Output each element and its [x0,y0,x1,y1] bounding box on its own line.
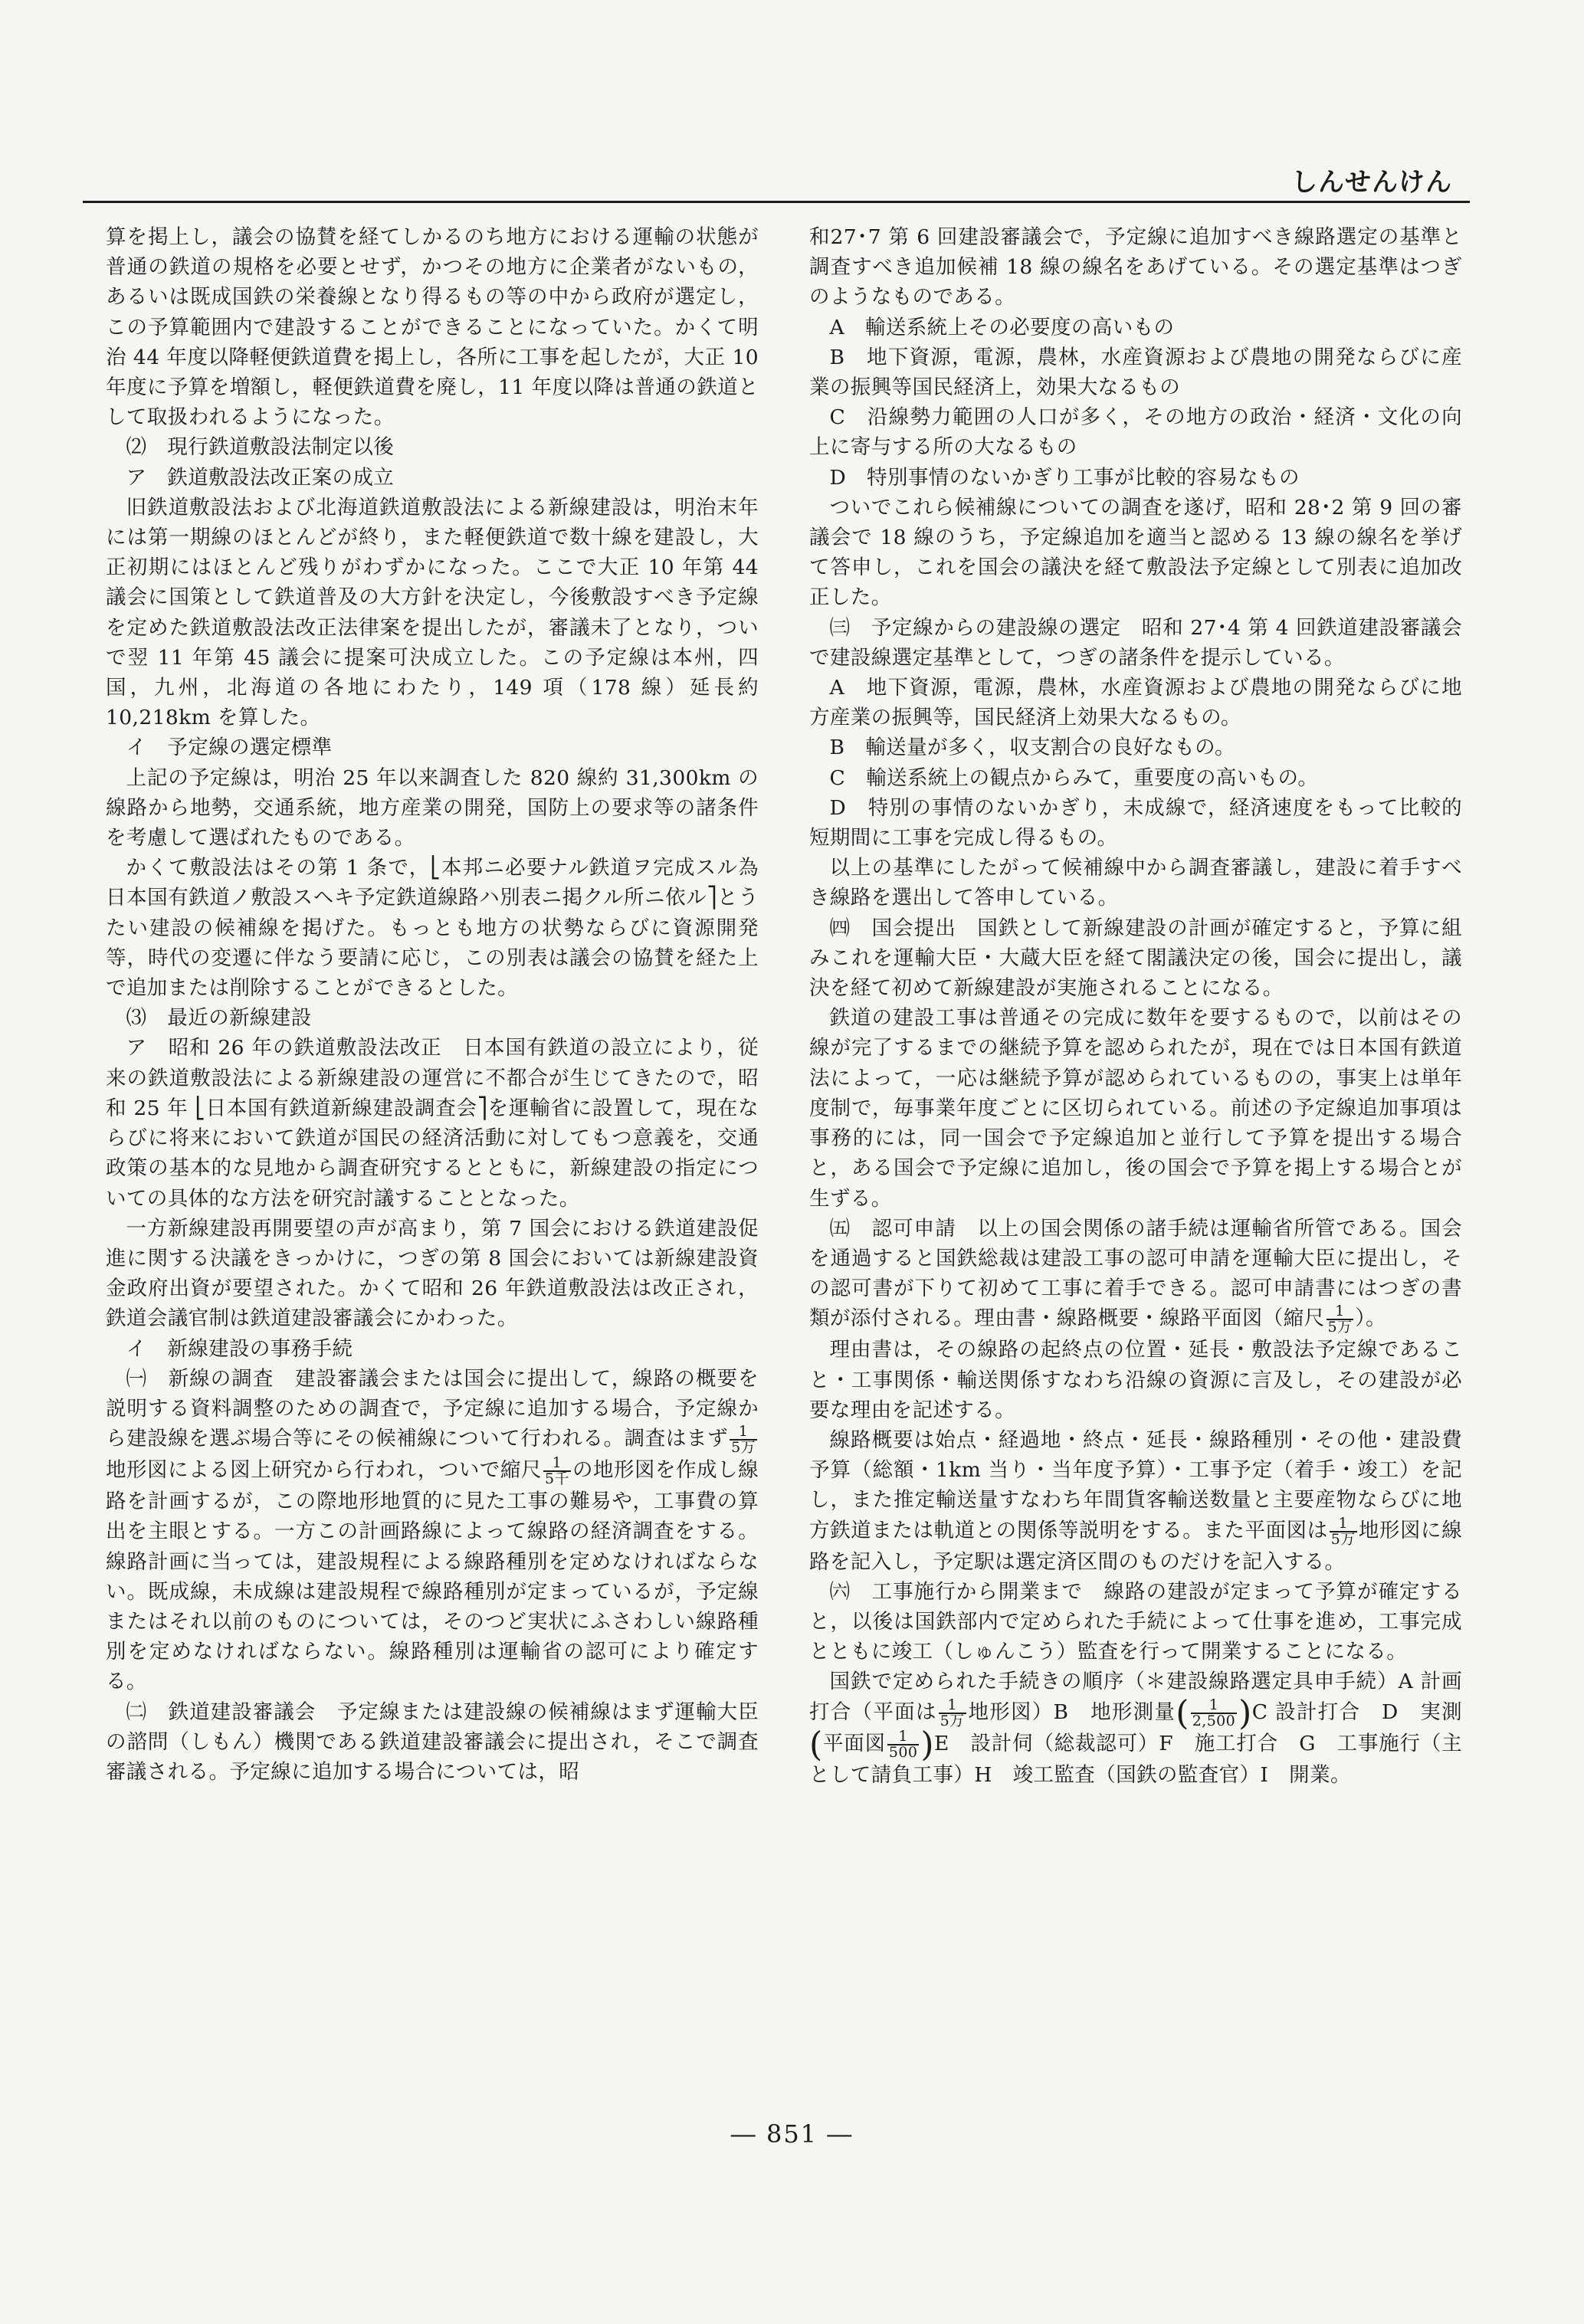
frac-num: 1 [730,1424,757,1441]
fraction-1-500 [887,1729,919,1760]
paragraph: ㈥ 工事施行から開業まで 線路の建設が定まって予算が確定すると，以後は国鉄部内で定められた手続によって仕事を進め，工事完成とともに竣工（しゅんこう）監査を行って開業することになる。 [809,1579,1462,1664]
frac-num: 1 [887,1729,919,1745]
fraction-1-2500 [1191,1698,1237,1729]
frac-num: 1 [1191,1698,1237,1714]
header-rule [83,201,1470,203]
paragraph: 旧鉄道敷設法および北海道鉄道敷設法による新線建設は，明治末年には第一期線のほとんどが終り，また軽便鉄道で数十線を建設し，大正初期にはほとんど残りがわずかになった。ここで大正 10 年第 44 議会に国策として鉄道普及の大方針を決定し，今後敷設すべき予定線を定めた鉄道敷設法改正法律案を提出したが，審議未了となり，ついで翌 11 年第 45 議会に提案可決成立した。この予定線は本州，四国，九州，北海道の各地にわたり，149 項（178 線）延長約 10,218km を算した。 [106,495,759,730]
page-number-value: 851 [766,2119,818,2149]
frac-num: 1 [543,1456,571,1472]
text: 線路概要は始点・経過地・終点・延長・線路種別・その他・建設費予算（総額・1km 当り・当年度予算）・工事予定（着手・竣工）を記し，また推定輸送量すなわち年間貨客輸送数量と主要産物ならびに地方鉄道または軌道との関係等説明をする。また平面図は [809,1428,1462,1542]
fraction-1-50000 [939,1698,966,1729]
paren-open: ( [809,1724,823,1764]
paragraph-outline [809,1425,1462,1577]
fraction-1-50000 [1330,1516,1357,1547]
frac-den: 5万 [1327,1319,1353,1336]
paragraph: ㈢ 予定線からの建設線の選定 昭和 27･4 第 4 回鉄道建設審議会で建設線選定基準として，つぎの諸条件を提示している。 [809,615,1462,670]
paragraph: 理由書は，その線路の起終点の位置・延長・敷設法予定線であること・工事関係・輸送関係すなわち沿線の資源に言及し，その建設が必要な理由を記述する。 [809,1338,1462,1422]
list-item: C 沿線勢力範囲の人口が多く，その地方の政治・経済・文化の向上に寄与する所の大なるもの [809,405,1462,460]
text: の地形図を作成し線路を計画するが，この際地形地質的に見た工事の難易や，工事費の算出を主眼とする。一方この計画路線によって線路の経済調査をする。線路計画に当っては，建設規程による線路種別を定めなければならない。既成線，未成線は建設規程で線路種別が定まっているが，予定線またはそれ以前のものについては，そのつど実状にふさわしい線路種別を定めなければならない。線路種別は運輸省の認可により確定する。 [106,1458,759,1694]
fraction-1-5000 [543,1456,571,1487]
text: C 設計打合 D 実測 [1251,1700,1462,1724]
paragraph: 上記の予定線は，明治 25 年以来調査した 820 線約 31,300km の線路から地勢，交通系統，地方産業の開発，国防上の要求等の諸条件を考慮して選ばれたものである。 [106,765,759,851]
frac-num: 1 [1330,1516,1357,1532]
paragraph-procedure [809,1667,1462,1789]
list-item: D 特別の事情のないかぎり，未成線で，経済速度をもって比較的短期間に工事を完成し得るもの。 [809,795,1462,851]
paragraph: かくて敷設法はその第 1 条で，⎣本邦ニ必要ナル鉄道ヲ完成スル為日本国有鉄道ノ敷設スヘキ予定鉄道線路ハ別表ニ掲クル所ニ依ル⎤とうたい建設の候補線を掲げた。もっとも地方の状勢ならびに資源開発等，時代の変遷に伴なう要請に応じ，この別表は議会の協賛を経た上で追加または削除することができるとした。 [106,856,759,1001]
paren-open: ( [1176,1693,1189,1732]
frac-num: 1 [939,1698,966,1714]
paragraph: ㈣ 国会提出 国鉄として新線建設の計画が確定すると，予算に組みこれを運輸大臣・大蔵大臣を経て閣議決定の後，国会に提出し，議決を経て初めて新線建設が実施されることになる。 [809,916,1462,1001]
paren-close: ) [1238,1693,1252,1732]
text: 平面図 [822,1731,886,1755]
paragraph: ついでこれら候補線についての調査を遂げ，昭和 28･2 第 9 回の審議会で 18 線のうち，予定線追加を適当と認める 13 線の線名を挙げて答申し，これを国会の議決を経て敷設法予定線として別表に追加改正した。 [809,495,1462,610]
subsection-heading: ア 鉄道敷設法改正案の成立 [126,465,395,490]
list-item: B 地下資源，電源，農林，水産資源および農地の開発ならびに産業の振興等国民経済上，効果大なるもの [809,345,1462,400]
frac-den: 5千 [544,1470,569,1488]
text: ㈤ 認可申請 以上の国会関係の諸手続は運輸省所管である。国会を通過すると国鉄総裁は建設工事の認可申請を運輸大臣に提出し，その認可書が下りて初めて工事に着手できる。認可申請書にはつぎの書類が添付される。理由書・線路概要・線路平面図（縮尺 [809,1216,1462,1331]
frac-den: 5万 [940,1712,965,1729]
running-header: しんせんけん [1291,167,1452,198]
paragraph: ㈡ 鉄道建設審議会 予定線または建設線の候補線はまず運輸大臣の諮問（しもん）機関である鉄道建設審議会に提出され，そこで調査審議される。予定線に追加する場合については，昭 [106,1700,759,1784]
list-item: A 地下資源，電源，農林，水産資源および農地の開発ならびに地方産業の振興等，国民経済上効果大なるもの。 [809,676,1462,730]
list-item: D 特別事情のないかぎり工事が比較的容易なもの [829,465,1300,490]
text: E 設計伺（総裁認可）F 施工打合 G 工事施行（主として請負工事）H 竣工監査（国鉄の監査官）I 開業。 [809,1731,1462,1787]
section-heading: ⑶ 最近の新線建設 [126,1006,312,1031]
list-item: A 輸送系統上その必要度の高いもの [829,315,1175,339]
text: 地形図に線路を記入し，予定駅は選定済区間のものだけを記入する。 [809,1518,1463,1574]
text: 地形図）B 地形測量 [967,1700,1176,1724]
paragraph: 以上の基準にしたがって候補線中から調査審議し，建設に着手すべき線路を選出して答申している。 [809,856,1462,910]
frac-num: 1 [1327,1304,1354,1320]
text: 地形図による図上研究から行われ，ついで縮尺 [106,1458,542,1483]
frac-den: 2,500 [1192,1712,1236,1729]
fraction-1-50000 [1327,1304,1354,1335]
frac-den: 5万 [1330,1530,1356,1548]
left-column [106,222,759,1787]
subsection-heading: イ 予定線の選定標準 [126,736,333,760]
text: 国鉄で定められた手続きの順序（＊建設線路選定具申手続）A 計画打合（平面は [809,1670,1462,1724]
list-item: B 輸送量が多く，収支割合の良好なもの。 [829,736,1235,760]
text: ㈠ 新線の調査 建設審議会または国会に提出して，線路の概要を説明する資料調整のための調査で，予定線に追加する場合，予定線から建設線を選ぶ場合等にその候補線について行われる。調査はまず [106,1366,759,1451]
text: ）。 [1355,1306,1386,1331]
paragraph: ア 昭和 26 年の鉄道敷設法改正 日本国有鉄道の設立により，従来の鉄道敷設法による新線建設の運営に不都合が生じてきたので，昭和 25 年 ⎣日本国有鉄道新線建設調査会⎤を運輸省に設置して，現在ならびに将来において鉄道が国民の経済活動に対してもつ意義を，交通政策の基本的な見地から調査研究するとともに，新線建設の指定についての具体的な方法を研究討議することとなった。 [106,1036,759,1211]
page-number: ― 851 ― [730,2119,854,2149]
paren-close: ) [920,1724,934,1764]
frac-den: 5万 [731,1439,756,1457]
paragraph: 算を掲上し，議会の協賛を経てしかるのち地方における運輸の状態が普通の鉄道の規格を必要とせず，かつその地方に企業者がないもの，あるいは既成国鉄の栄養線となり得るもの等の中から政府が選定し，この予算範囲内で建設することができることになっていた。かくて明治 44 年度以降軽便鉄道費を掲上し，各所に工事を起したが，大正 10 年度に予算を増額し，軽便鉄道費を廃し，11 年度以降は普通の鉄道として取扱われるようになった。 [106,225,759,430]
right-column [809,222,1462,1790]
list-item: C 輸送系統上の観点からみて，重要度の高いもの。 [829,765,1319,790]
paragraph: 鉄道の建設工事は普通その完成に数年を要するもので，以前はその線が完了するまでの継続予算を認められたが，現在では日本国有鉄道法によって，一応は継続予算が認められているものの，事実上は単年度制で，毎事業年度ごとに区切られている。前述の予定線追加事項は事務的には，同一国会で予定線追加と並行して予算を提出する場合と，ある国会で予定線に追加し，後の国会で予算を掲上する場合とが生ずる。 [809,1006,1462,1211]
paragraph: 和27･7 第 6 回建設審議会で，予定線に追加すべき線路選定の基準と調査すべき追加候補 18 線の線名をあげている。その選定基準はつぎのようなものである。 [809,225,1462,310]
frac-den: 500 [888,1743,918,1761]
paragraph: 一方新線建設再開要望の声が高まり，第 7 国会における鉄道建設促進に関する決議をきっかけに，つぎの第 8 国会においては新線建設資金政府出資が要望された。かくて昭和 26 年鉄道敷設法は改正され，鉄道会議官制は鉄道建設審議会にかわった。 [106,1216,759,1331]
section-heading: ⑵ 現行鉄道敷設法制定以後 [126,435,395,460]
subsection-heading: イ 新線建設の事務手続 [126,1336,353,1361]
paragraph-approval [809,1214,1462,1336]
fraction-1-50000 [730,1424,757,1455]
paragraph-survey [106,1364,759,1697]
